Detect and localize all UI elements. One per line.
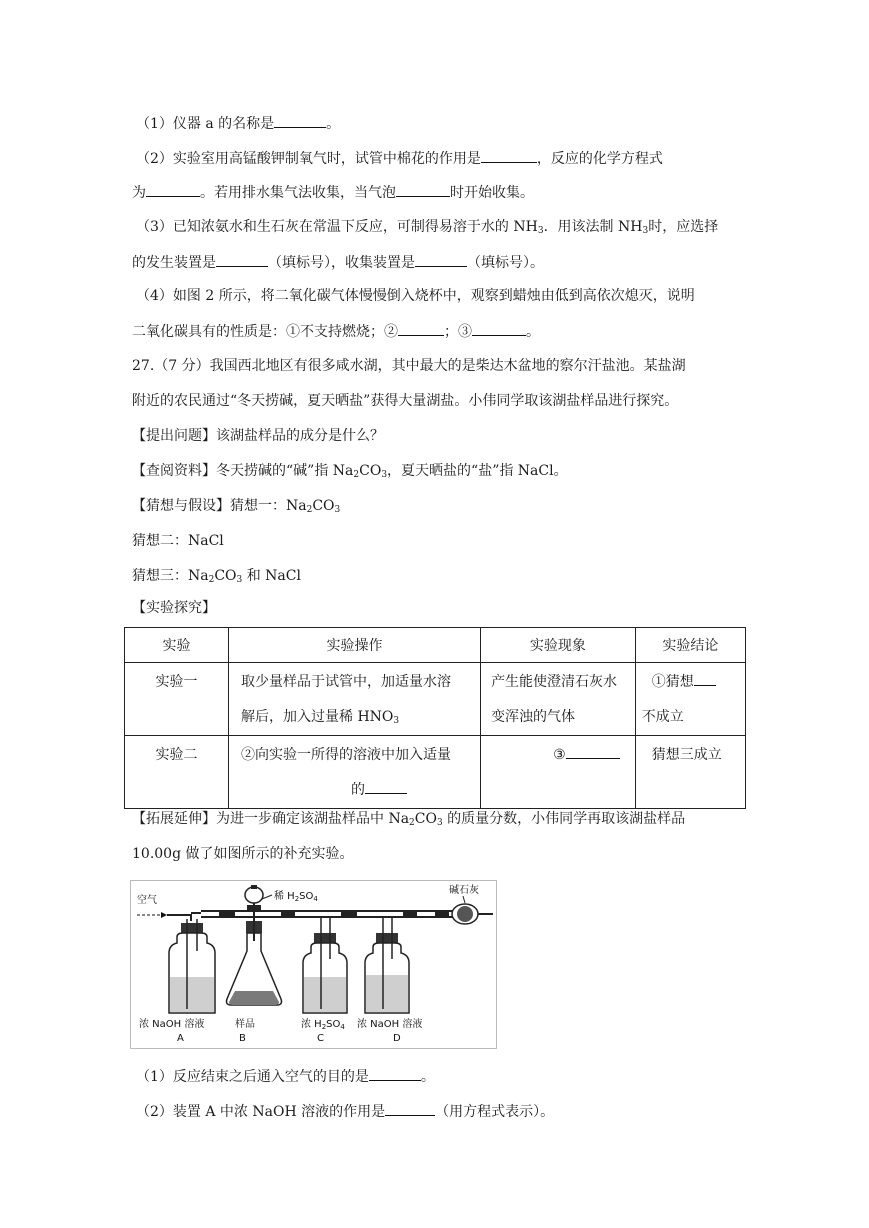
hypothesis-2 (132, 531, 224, 551)
post-question-text: （1）反应结束之后通入空气的目的是 (136, 1069, 369, 1085)
experiment-name: 实验一 (155, 674, 198, 690)
subscript: 3 (381, 470, 388, 480)
question-prompt-text: 【提出问题】该湖盐样品的成分是什么？ (132, 428, 384, 444)
conclusion-text: ①猜想 (651, 674, 694, 690)
soda-lime-label: 碱石灰 (449, 885, 479, 896)
question-3-text: 时，应选择 (648, 219, 719, 235)
label-b: 样品 (235, 1019, 255, 1030)
post-question-text: （用方程式表示）。 (435, 1104, 555, 1120)
reference-text: 【查阅资料】冬天捞碱的“碱”指 Na (132, 463, 354, 479)
question-3-line-2 (132, 252, 544, 273)
answer-blank (566, 744, 620, 759)
answer-blank (385, 1101, 435, 1116)
question-4-line-2 (132, 321, 540, 342)
hypothesis-text: CO (214, 568, 237, 584)
extension-text: CO (414, 811, 437, 827)
question-2-text: （2）实验室用高锰酸钾制氧气时，试管中棉花的作用是 (136, 151, 481, 167)
extension-line-1 (132, 809, 685, 829)
operation-line: 取少量样品于试管中，加适量水溶 (241, 674, 452, 690)
punctuation: 。 (326, 116, 341, 132)
subscript: 2 (321, 1023, 327, 1031)
question-2-line-2 (132, 182, 534, 203)
explore-heading-text: 【实验探究】 (132, 600, 216, 616)
answer-blank (216, 252, 268, 267)
extension-text: 10.00g 做了如图所示的补充实验。 (132, 846, 354, 862)
subscript: 3 (393, 716, 400, 726)
conclusion-line: 不成立 (641, 709, 684, 725)
phenomenon-text (481, 736, 635, 773)
letter-c: C (317, 1033, 324, 1044)
acid-label-text: SO (299, 891, 314, 902)
apparatus-figure (130, 880, 497, 1049)
reference-text: ，夏天晒盐的“盐”指 NaCl。 (387, 463, 568, 479)
label-d: 浓 NaOH 溶液 (357, 1019, 423, 1030)
hypothesis-1 (132, 496, 340, 516)
reference-info (132, 461, 568, 481)
table-header: 实验现象 (481, 628, 636, 663)
subscript: 3 (642, 226, 649, 236)
phenomenon-text: ③ (553, 747, 566, 763)
table-row (125, 663, 746, 736)
answer-blank (369, 1066, 421, 1081)
table-cell (229, 663, 481, 736)
drying-tube (452, 904, 493, 924)
operation-text (229, 663, 480, 735)
question-2-line-1 (136, 148, 663, 169)
question-4-text: ；③ (444, 324, 472, 340)
subscript: 2 (208, 575, 215, 585)
air-label: 空气 (137, 895, 157, 906)
answer-blank (398, 321, 444, 336)
question-3-line-1 (136, 217, 718, 237)
question-4-line-1 (136, 286, 695, 306)
question-3-text: （3）已知浓氨水和生石灰在常温下反应，可制得易溶于水的 NH (136, 219, 538, 235)
table-cell (481, 663, 636, 736)
operation-text (229, 736, 480, 808)
extension-text: 的质量分数，小伟同学再取该湖盐样品 (442, 811, 686, 827)
phenomenon-text (481, 663, 635, 735)
table-header-row (125, 628, 746, 663)
table-header: 实验结论 (635, 628, 745, 663)
table-cell (125, 736, 229, 809)
question-1-text: （1）仪器 a 的名称是 (136, 116, 275, 132)
question-prompt (132, 426, 384, 446)
table-cell (125, 663, 229, 736)
answer-blank (396, 182, 450, 197)
answer-blank (694, 671, 716, 686)
hypothesis-text: CO (312, 498, 335, 514)
question-2-text: 为 (132, 185, 146, 201)
post-question-1 (136, 1066, 435, 1087)
answer-blank (365, 779, 407, 794)
question-2-text: 时开始收集。 (450, 185, 534, 201)
conclusion-line (636, 665, 745, 700)
experiment-name: 实验二 (155, 747, 198, 763)
explore-heading (132, 598, 216, 618)
extension-line-2 (132, 844, 354, 864)
hypothesis-text: 猜想三：Na (132, 568, 209, 584)
apparatus-diagram (131, 881, 496, 1048)
letter-d: D (393, 1033, 401, 1044)
bottle-a (169, 919, 215, 1013)
letter-a: A (177, 1033, 184, 1044)
table-cell (481, 736, 636, 809)
answer-blank (481, 148, 537, 163)
subscript: 2 (294, 895, 300, 903)
answer-blank (274, 113, 326, 128)
question-27-line-2 (132, 391, 678, 411)
post-question-2 (136, 1101, 554, 1122)
operation-line: ②向实验一所得的溶液中加入适量 (241, 747, 452, 763)
table-cell (635, 736, 745, 809)
subscript: 3 (537, 226, 544, 236)
table-header: 实验操作 (229, 628, 481, 663)
subscript: 4 (313, 895, 318, 903)
question-3-text: 的发生装置是 (132, 255, 216, 271)
soda-lime-leader-line (463, 896, 465, 903)
question-4-text: 。 (526, 324, 540, 340)
hypothesis-text: 和 NaCl (242, 568, 301, 584)
question-27-text: 附近的农民通过“冬天捞碱，夏天晒盐”获得大量湖盐。小伟同学取该湖盐样品进行探究。 (132, 393, 679, 409)
post-question-text: 。 (420, 1069, 435, 1085)
question-3-text: （填标号），收集装置是 (268, 255, 415, 271)
table-cell (229, 736, 481, 809)
subscript: 4 (340, 1023, 345, 1031)
label-c-text: 浓 H (301, 1019, 322, 1030)
question-4-text: 二氧化碳具有的性质是：①不支持燃烧；② (132, 324, 398, 340)
operation-line (241, 700, 480, 735)
table-cell (635, 663, 745, 736)
subscript: 3 (236, 575, 243, 585)
question-3-text: ．用该法制 NH (543, 219, 643, 235)
hypothesis-text: 【猜想与假设】猜想一：Na (132, 498, 307, 514)
subscript: 2 (353, 470, 360, 480)
question-3-text: （填标号）。 (467, 255, 544, 271)
question-27-line-1 (132, 356, 686, 376)
answer-blank (472, 321, 526, 336)
label-c-text: SO (326, 1019, 341, 1030)
question-4-text: （4）如图 2 所示，将二氧化碳气体慢慢倒入烧杯中，观察到蜡烛由低到高依次熄灭，说明 (136, 288, 695, 304)
acid-label (274, 889, 318, 903)
phenomenon-line: 变浑浊的气体 (491, 709, 576, 725)
experiment-table (124, 627, 746, 809)
subscript: 3 (334, 505, 341, 515)
air-arrow (137, 912, 167, 918)
question-2-text: 。若用排水集气法收集，当气泡 (200, 185, 396, 201)
extension-text: 【拓展延伸】为进一步确定该湖盐样品中 Na (132, 811, 410, 827)
acid-label-text: 稀 H (274, 891, 295, 902)
answer-blank (146, 182, 200, 197)
conclusion-text: 猜想三成立 (651, 747, 722, 763)
table-header: 实验 (125, 628, 229, 663)
question-2-text: ，反应的化学方程式 (536, 151, 663, 167)
subscript: 2 (409, 818, 415, 828)
bottle-d (365, 917, 409, 1013)
label-a: 浓 NaOH 溶液 (139, 1019, 205, 1030)
operation-text: 的 (351, 782, 366, 798)
table-row (125, 736, 746, 809)
answer-blank (415, 252, 467, 267)
subscript: 2 (306, 505, 313, 515)
question-1 (136, 113, 340, 134)
operation-text: 解后，加入过量稀 HNO (241, 709, 394, 725)
letter-b: B (239, 1033, 246, 1044)
conclusion-text (636, 663, 745, 735)
hypothesis-text: 猜想二：NaCl (132, 533, 224, 549)
question-27-text: 27.（7 分）我国西北地区有很多咸水湖，其中最大的是柴达木盆地的察尔汗盐池。某盐湖 (132, 358, 686, 374)
reference-text: CO (359, 463, 382, 479)
post-question-text: （2）装置 A 中浓 NaOH 溶液的作用是 (136, 1104, 386, 1120)
phenomenon-line: 产生能使澄清石灰水 (491, 674, 618, 690)
subscript: 3 (436, 818, 443, 828)
label-c (301, 1017, 345, 1031)
operation-line (241, 773, 480, 808)
hypothesis-3 (132, 566, 301, 586)
bottle-c (303, 917, 347, 1013)
